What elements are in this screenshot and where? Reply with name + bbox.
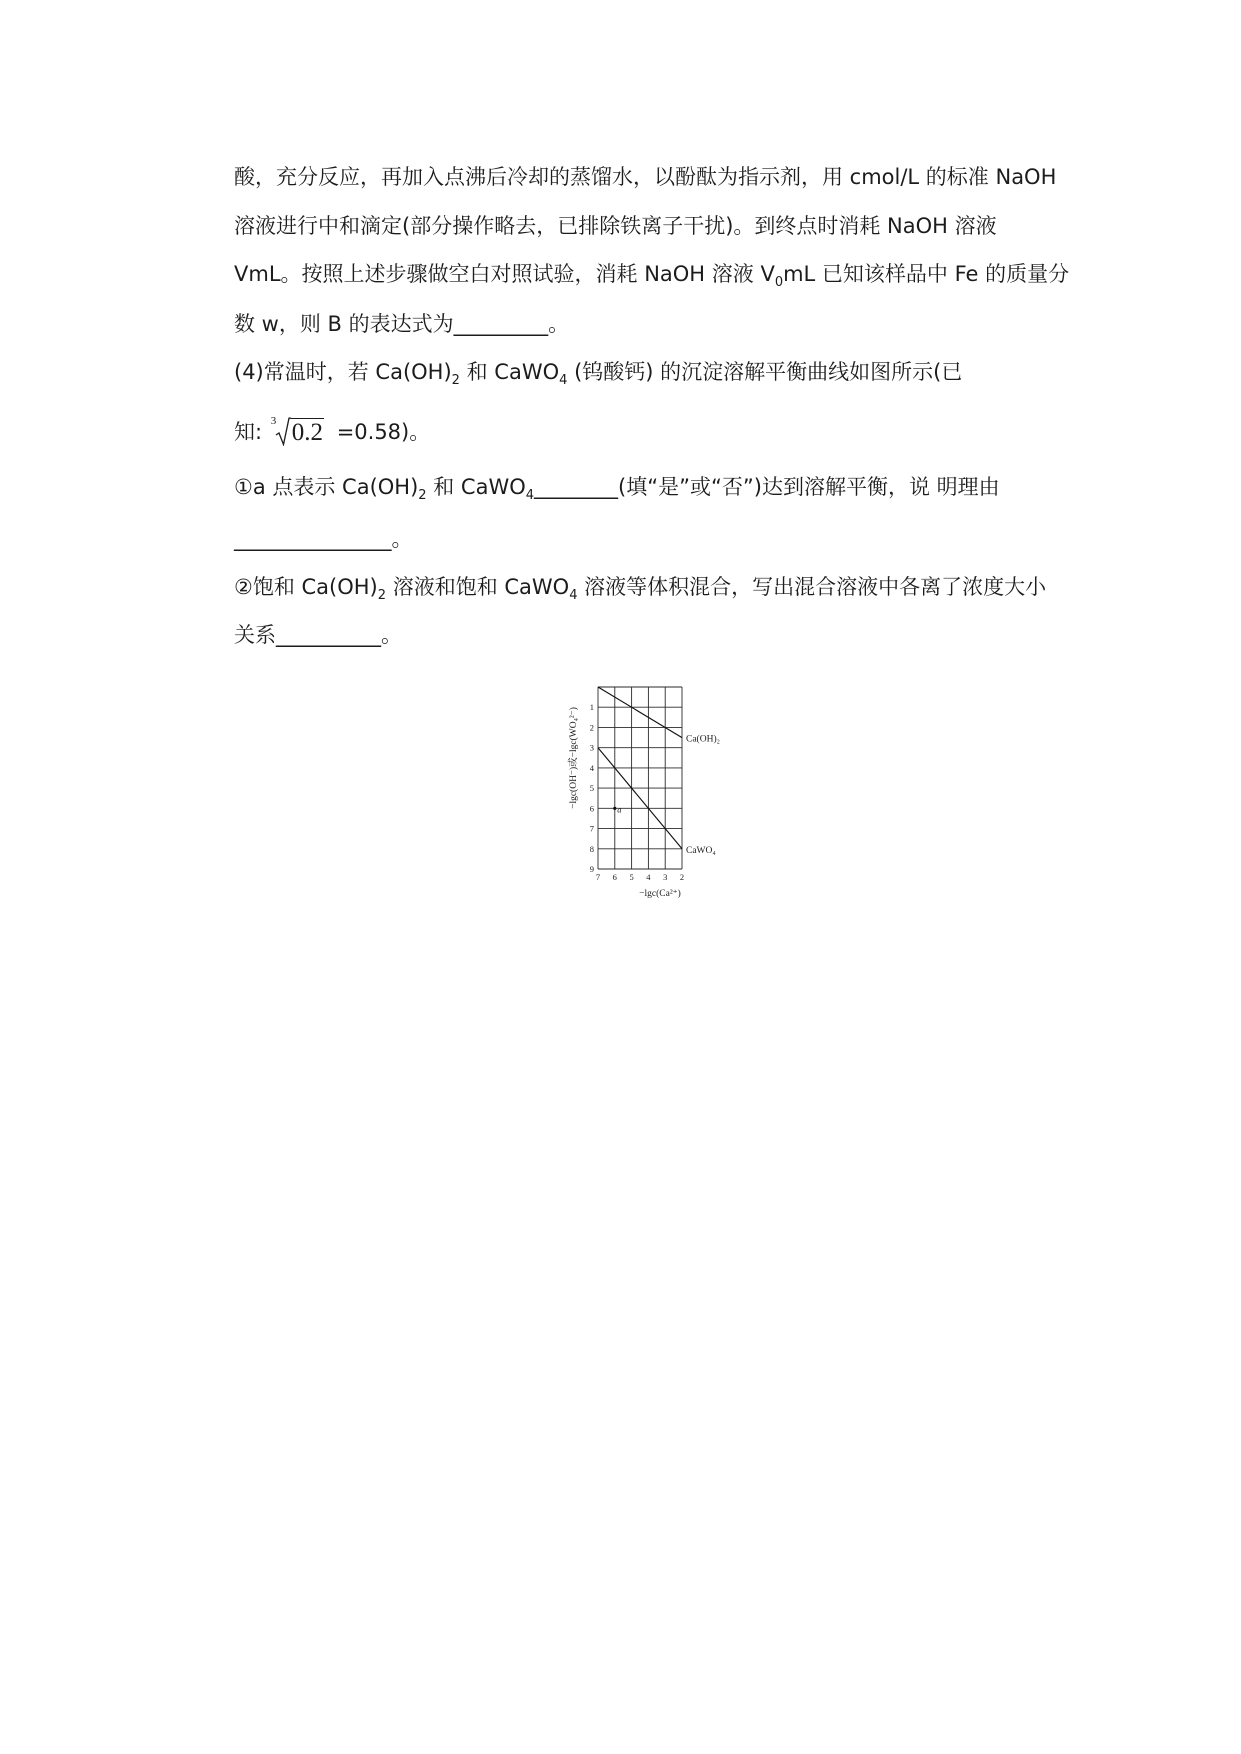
text-run: VmL。按照上述步骤做空白对照试验，消耗 NaOH 溶液 V [234,262,775,286]
x-tick-label: 2 [679,872,685,882]
text-run: 数 w，则 B 的表达式为 [234,312,454,336]
x-tick-label: 3 [663,872,668,882]
series-line [598,748,682,849]
answer-blank: __________ [276,623,381,647]
chart-marks [590,687,720,882]
x-tick-label: 6 [612,872,617,882]
text-line [234,474,1000,503]
text-run: =0.58)。 [330,420,431,444]
text-run: 。 [381,623,402,647]
answer-blank: _______________ [234,527,392,551]
x-tick-label: 5 [629,872,634,882]
y-tick-label: 7 [589,823,594,834]
text-line [234,417,430,446]
answer-blank: _________ [453,312,549,336]
radical-sign [275,417,291,446]
text-run: 。 [391,527,413,551]
point-label: a [617,804,622,815]
y-tick-label: 8 [589,843,594,854]
point-marker [613,807,616,810]
cube-root-radicand: 0.2 [291,419,324,446]
y-tick-label: 3 [589,742,594,753]
subscript: 4 [569,588,578,603]
text-run: 酸，充分反应，再加入点沸后冷却的蒸馏水，以酚酞为指示剂，用 cmol/L 的标准 NaOH [234,165,1057,189]
text-line [234,359,963,388]
subscript: 2 [418,488,427,503]
text-line [234,213,997,239]
text-run: ②饱和 Ca(OH) [234,575,378,599]
text-run: (钨酸钙) 的沉淀溶解平衡曲线如图所示(已 [567,360,963,384]
cube-root [271,417,324,446]
y-tick-label: 6 [589,803,594,814]
solubility-equilibrium-chart [560,670,740,910]
text-run: 知: [234,420,269,444]
series-label: Ca(OH)₂ [686,734,720,745]
y-tick-label: 4 [589,762,594,773]
text-run: (4)常温时，若 Ca(OH) [234,360,452,384]
cube-root-index: 3 [270,415,277,427]
text-run: 。 [548,312,570,336]
text-line [234,261,1070,290]
text-run: 溶液和饱和 CaWO [386,575,570,599]
subscript: 2 [377,588,387,603]
text-line [234,164,1056,190]
text-run: 关系 [234,623,276,647]
x-tick-label: 4 [646,872,651,882]
subscript: 2 [451,373,460,388]
text-run: ①a 点表示 Ca(OH) [234,475,419,499]
x-axis-title: −lgc(Ca²⁺) [639,889,681,899]
y-tick-label: 5 [589,783,594,794]
text-run: (填“是”或“否”)达到溶解平衡，说 明理由 [618,475,1000,499]
answer-blank: ________ [534,475,619,499]
subscript: 0 [774,275,784,290]
y-tick-label: 2 [589,722,594,733]
text-run: 溶液进行中和滴定(部分操作略去，已排除铁离子干扰)。到终点时消耗 NaOH 溶液 [234,214,997,238]
text-run: 和 CaWO [426,475,526,499]
y-tick-label: 1 [589,702,594,713]
series-line [598,687,682,738]
subscript: 4 [525,488,535,503]
x-tick-label: 7 [595,872,601,882]
text-run: mL 已知该样品中 Fe 的质量分 [783,262,1070,286]
text-run: 和 CaWO [459,360,560,384]
text-line [234,311,569,337]
subscript: 4 [559,373,568,388]
text-run: 溶液等体积混合，写出混合溶液中各离了浓度大小 [577,575,1047,599]
text-line [234,526,413,552]
text-line [234,622,402,648]
y-tick-label: 9 [589,864,594,874]
y-axis-title: −lgc(OH⁻)或−lgc(WO₄²⁻) [569,707,579,809]
text-line [234,574,1047,603]
series-label: CaWO₄ [686,845,716,856]
